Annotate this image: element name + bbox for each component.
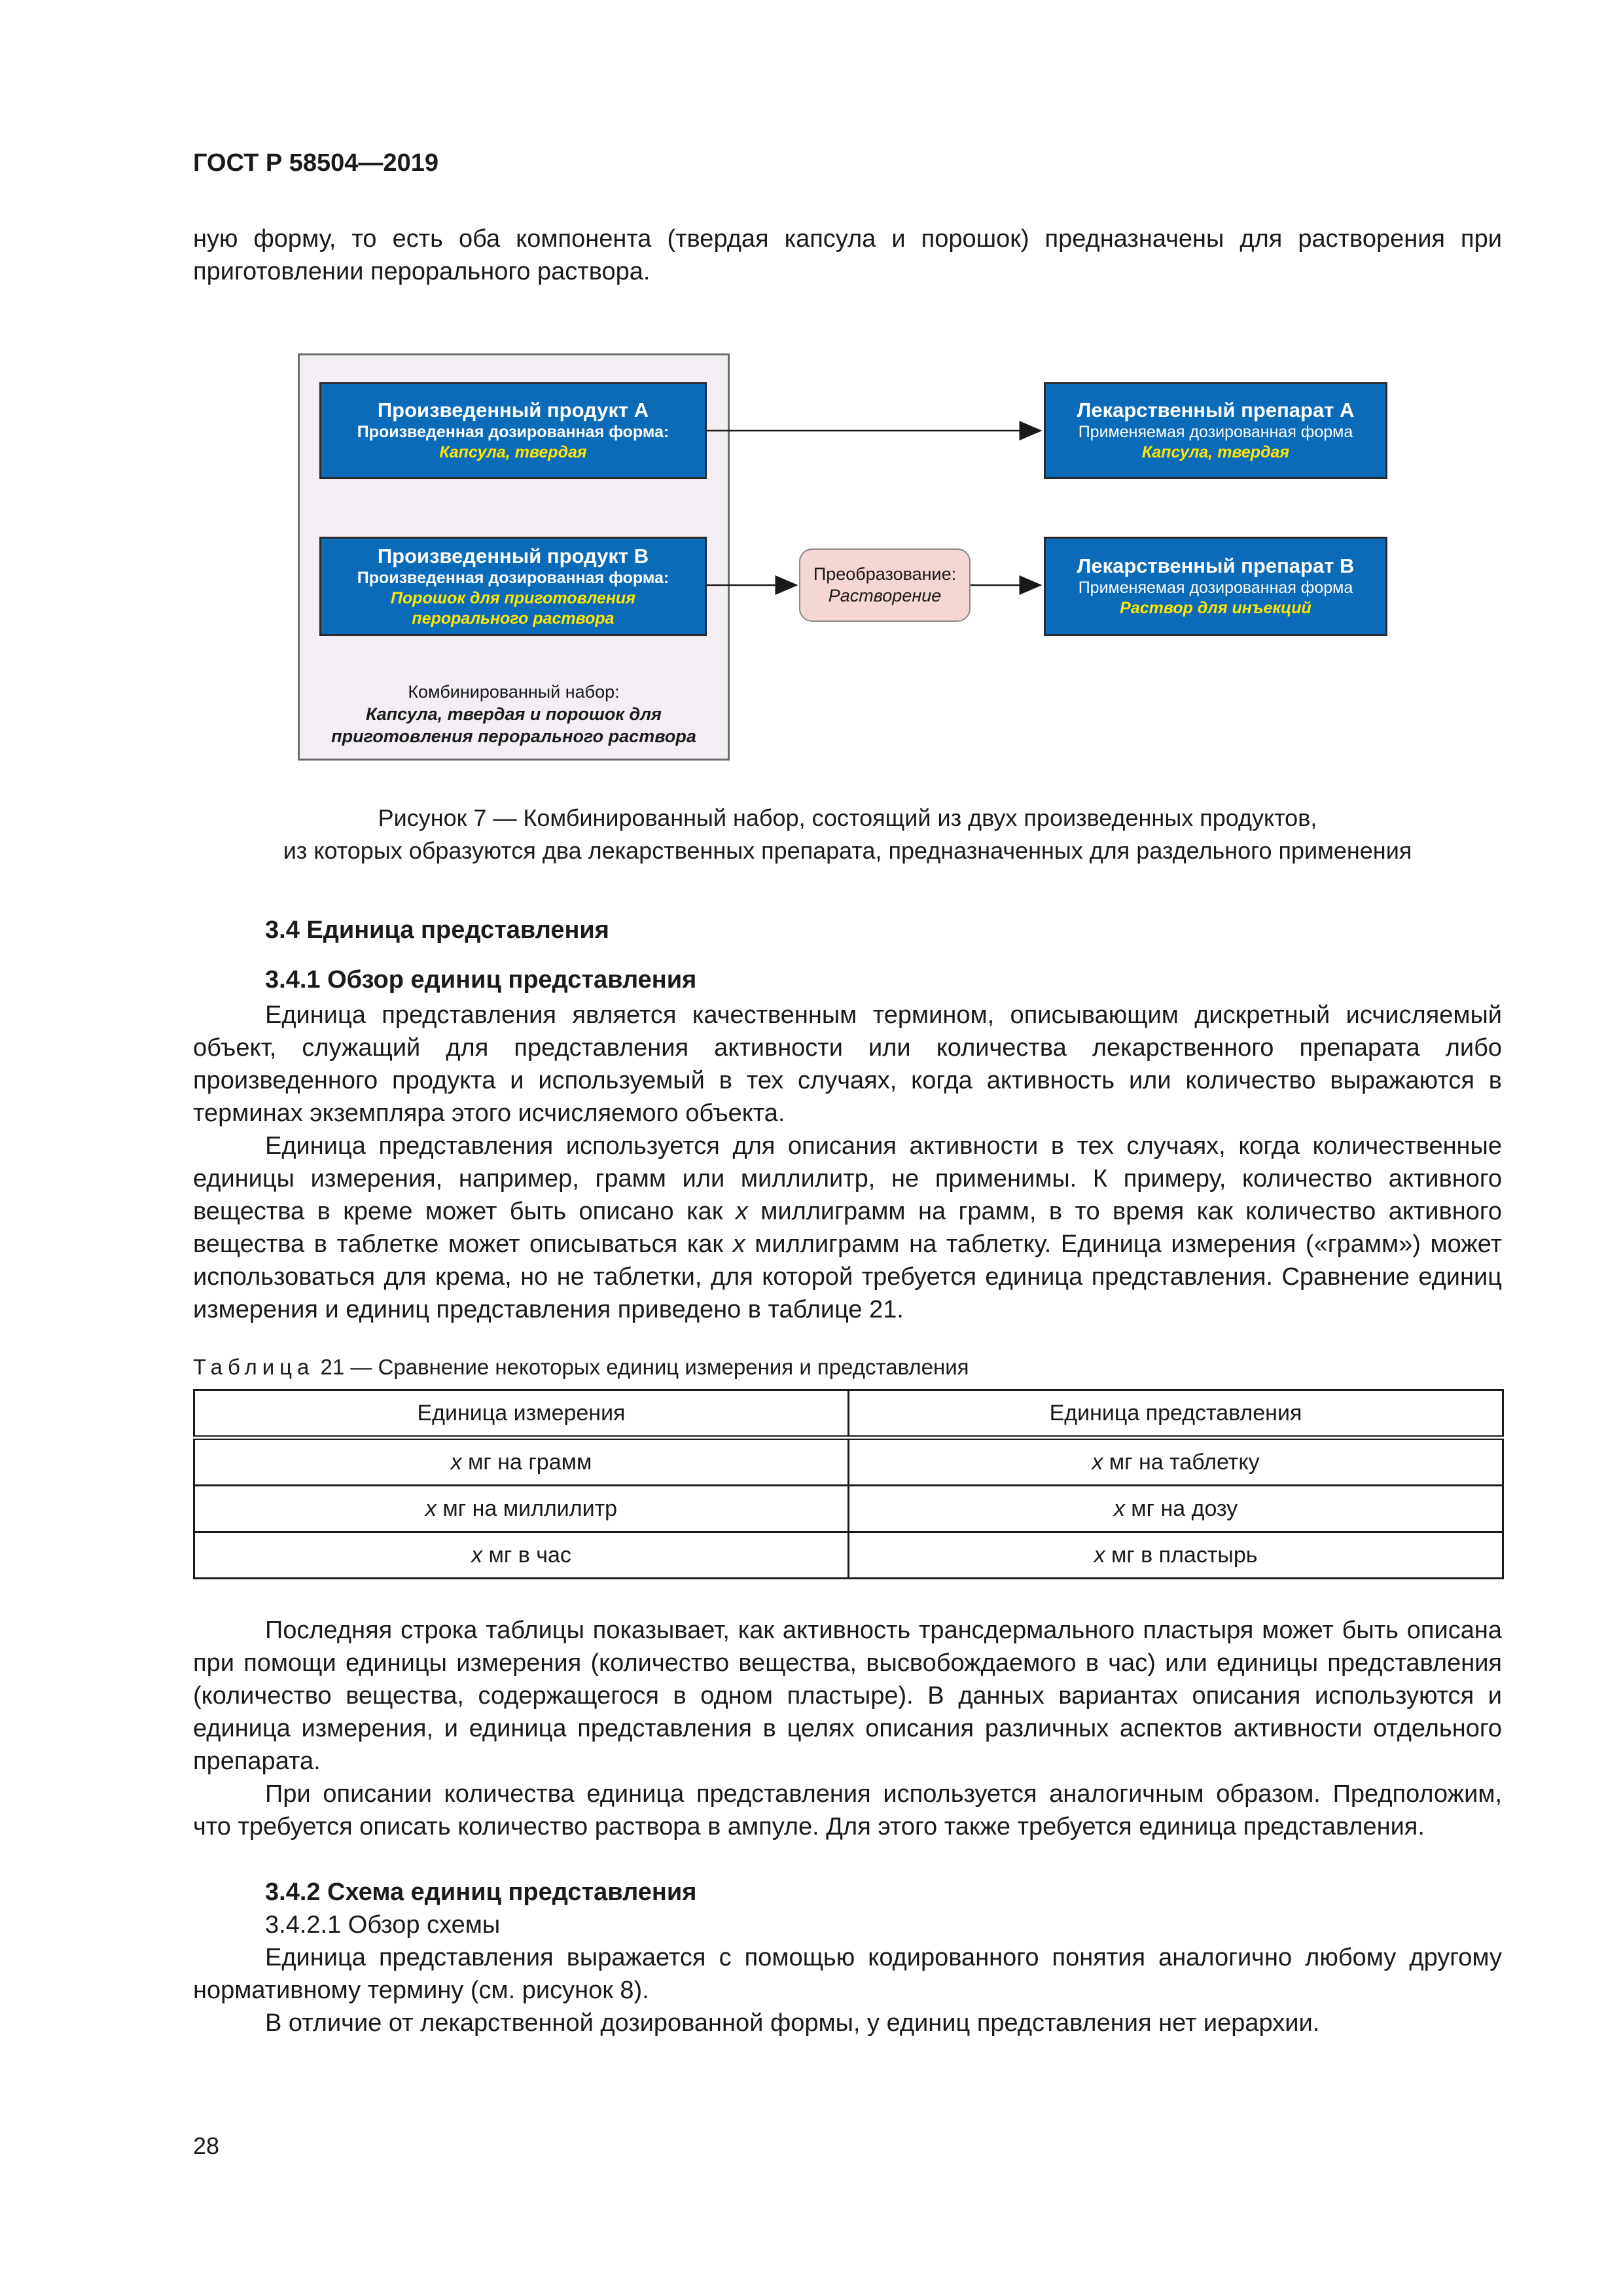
combined-kit-caption [298, 681, 730, 747]
drug-b-title: Лекарственный препарат В [1077, 554, 1355, 577]
kit-label: Комбинированный набор: [408, 682, 620, 702]
p2-variable-x1: x [735, 1198, 748, 1225]
section-3-4-1-title: 3.4.1 Обзор единиц представления [265, 966, 697, 994]
table-var-x: x [425, 1496, 437, 1521]
section-3-4-2-paragraph-1: Единица представления выражается с помощью кодированного понятия аналогично любому другому нормативному термину (см. рисунок 8). [193, 1944, 1502, 2004]
table-cell [849, 1532, 1503, 1579]
table-var-x: x [1094, 1542, 1105, 1568]
p2-part-b: миллиграмм на грамм, в то время как количество активного вещества в таблетке может описываться как [193, 1198, 1503, 1258]
table-cell [849, 1486, 1503, 1532]
table-row [194, 1438, 1503, 1486]
table-cell-text: мг на миллилитр [436, 1496, 618, 1521]
table-row [194, 1532, 1503, 1579]
transformation-value: Растворение [828, 586, 942, 605]
kit-value-line1: Капсула, твердая и порошок для [366, 704, 662, 724]
product-b-form-value-line1: Порошок для приготовления [391, 588, 635, 607]
product-a-title: Произведенный продукт А [377, 399, 649, 422]
figure-caption-line1: Рисунок 7 — Комбинированный набор, состоящий из двух произведенных продуктов, [378, 804, 1317, 831]
transformation-label: Преобразование: [813, 564, 957, 584]
table-cell [849, 1438, 1503, 1486]
p2-variable-x2: x [732, 1230, 745, 1258]
figure-7 [298, 353, 1404, 772]
section-3-4-1-paragraph-1: Единица представления является качественным термином, описывающим дискретный исчисляемый объект, служащий для представления активности или количества лекарственного препарата либо произведенного продукта и используемый в тех случаях, когда активность или количество выражаются в терминах экземпляра этого исчисляемого объекта. [193, 1001, 1502, 1127]
drug-a-title: Лекарственный препарат А [1077, 399, 1355, 422]
table-title-prefix: Таблица [193, 1355, 315, 1379]
document-code: ГОСТ Р 58504—2019 [193, 149, 438, 177]
p2-part-c: миллиграмм на таблетку. Единица измерения («грамм») может использоваться для крема, но не таблетки, для которой требуется единица представления. Сравнение единиц измерения и единиц представления приведено в таблице 21. [193, 1230, 1502, 1323]
table-cell-text: мг на таблетку [1103, 1449, 1260, 1475]
drug-b-form-label: Применяемая дозированная форма [1078, 579, 1353, 597]
product-b-form-value-line2: перорального раствора [412, 609, 615, 628]
table-cell-text: мг в час [482, 1542, 571, 1568]
figure-caption [193, 802, 1502, 867]
kit-value-line2: приготовления перорального раствора [331, 726, 696, 746]
after-table-paragraph-1: Последняя строка таблицы показывает, как активность трансдермального пластыря может быть описана при помощи единицы измерения (количество вещества, высвобождаемого в час) или единицы представления (количество вещества, содержащегося в одном пластыре). В данных вариантах описания используются и единица измерения, и единица представления в целях описания различных аспектов активности отдельного препарата. [193, 1617, 1502, 1775]
figure-caption-line2: из которых образуются два лекарственных препарата, предназначенных для раздельного применения [283, 837, 1412, 864]
table-header-presentation-unit: Единица представления [849, 1390, 1503, 1438]
table-title-rest: 21 — Сравнение некоторых единиц измерения и представления [314, 1355, 969, 1379]
drug-a-form-value: Капсула, твердая [1141, 443, 1290, 461]
section-3-4-1-paragraph-2 [193, 1130, 1502, 1326]
drug-b-form-value: Раствор для инъекций [1120, 599, 1311, 617]
p2-part-a: Единица представления используется для описания активности в тех случаях, когда количественные единицы измерения, например, грамм или миллилитр, не применимы. К примеру, количество активного вещества в креме может быть описано как [193, 1132, 1502, 1225]
manufactured-product-a-box [319, 382, 707, 479]
after-table-paragraph-2: При описании количества единица представления используется аналогичным образом. Предположим, что требуется описать количество раствора в ампуле. Для этого также требуется единица представления. [193, 1780, 1502, 1840]
table-cell-text: мг на грамм [461, 1449, 592, 1475]
product-a-form-value: Капсула, твердая [439, 443, 587, 461]
medicinal-product-b-box [1044, 537, 1387, 636]
product-b-form-label: Произведенная дозированная форма: [357, 568, 669, 587]
manufactured-product-b-box [319, 537, 707, 636]
product-a-form-label: Произведенная дозированная форма: [357, 423, 669, 441]
table-var-x: x [1113, 1496, 1125, 1521]
table-21 [193, 1389, 1504, 1579]
table-header-row [194, 1390, 1503, 1438]
table-header-measurement-unit: Единица измерения [194, 1390, 849, 1438]
table-cell-text: мг на дозу [1124, 1496, 1238, 1521]
table-cell [194, 1486, 849, 1532]
medicinal-product-a-box [1044, 382, 1387, 479]
table-var-x: x [471, 1542, 483, 1568]
intro-paragraph: ную форму, то есть оба компонента (твердая капсула и порошок) предназначены для растворения при приготовлении перорального раствора. [193, 225, 1502, 285]
section-3-4-title: 3.4 Единица представления [265, 916, 609, 944]
table-cell [194, 1532, 849, 1579]
table-var-x: x [450, 1449, 462, 1475]
section-3-4-2-1-title: 3.4.2.1 Обзор схемы [265, 1911, 501, 1939]
section-3-4-2-title: 3.4.2 Схема единиц представления [265, 1878, 697, 1906]
page-number: 28 [193, 2132, 220, 2159]
table-cell-text: мг в пластырь [1105, 1542, 1258, 1568]
table-row [194, 1486, 1503, 1532]
drug-a-form-label: Применяемая дозированная форма [1078, 423, 1353, 441]
section-3-4-2-paragraph-2: В отличие от лекарственной дозированной формы, у единиц представления нет иерархии. [265, 2009, 1320, 2037]
transformation-box [799, 548, 971, 622]
table-cell [194, 1438, 849, 1486]
table-21-title [193, 1355, 969, 1380]
product-b-title: Произведенный продукт В [377, 544, 649, 567]
table-var-x: x [1092, 1449, 1103, 1475]
